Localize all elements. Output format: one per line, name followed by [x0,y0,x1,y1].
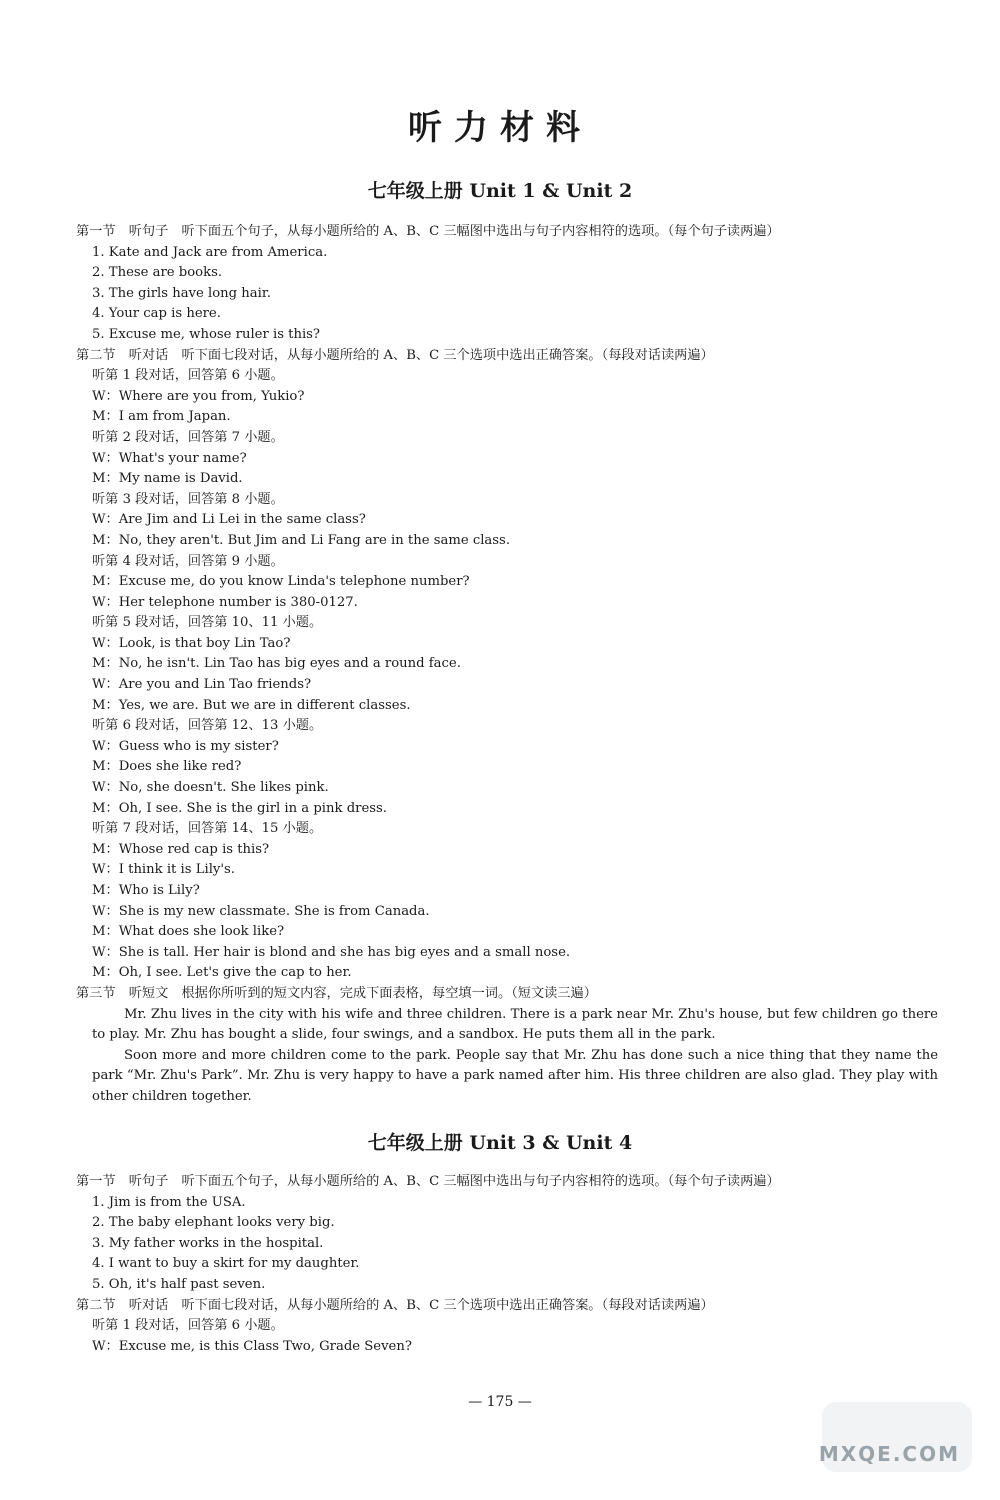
section-1-header: 第一节 听句子 听下面五个句子，从每小题所给的 A、B、C 三幅图中选出与句子内容相符的选项。（每个句子读两遍） [76,1174,780,1189]
dialogue-line: W：I think it is Lily's. [92,862,235,878]
dialogue-line: 听第 3 段对话，回答第 8 小题。 [92,491,284,507]
passage-paragraph: Mr. Zhu lives in the city with his wife and three children. There is a park near Mr. Zhu's house, but few children go there to play. Mr. Zhu has bought a slide, four swings, and a sandbox. He puts them all in the park. [92,1006,938,1043]
dialogue-line: M：Who is Lily? [92,883,200,898]
dialogue-line: M：Yes, we are. But we are in different classes. [92,697,411,713]
watermark-text: MXQE.COM [818,1442,960,1466]
dialogue-line: W：She is my new classmate. She is from Canada. [92,903,430,919]
sentence-item: 2. These are books. [92,265,223,281]
unit-1-2-title: 七年级上册 Unit 1 & Unit 2 [367,180,633,202]
unit-3-4-title: 七年级上册 Unit 3 & Unit 4 [367,1132,633,1154]
sentence-item: 2. The baby elephant looks very big. [92,1215,335,1231]
unit-3-4-content [76,1172,956,1357]
sentence-item: 4. I want to buy a skirt for my daughter. [92,1256,360,1272]
dialogue-line: M：Does she like red? [92,759,242,775]
dialogue-line: W：Look, is that boy Lin Tao? [92,635,291,651]
dialogue-line: W：What's your name? [92,450,247,466]
page-number: — 175 — [468,1394,532,1410]
dialogue-line: 听第 1 段对话，回答第 6 小题。 [92,1318,284,1334]
dialogue-line: W：She is tall. Her hair is blond and she has big eyes and a small nose. [92,944,571,960]
passage [76,1005,956,1108]
sentence-item: 5. Oh, it's half past seven. [92,1276,266,1292]
dialogue-line: M：Oh, I see. She is the girl in a pink dress. [92,800,387,816]
dialogue-line: W：Are you and Lin Tao friends? [92,677,312,693]
dialogue-line: 听第 5 段对话，回答第 10、11 小题。 [92,615,323,631]
sentence-item: 1. Kate and Jack are from America. [92,244,328,260]
dialogue-line: 听第 1 段对话，回答第 6 小题。 [92,368,284,384]
dialogue-line: 听第 2 段对话，回答第 7 小题。 [92,429,284,445]
dialogue-line: 听第 7 段对话，回答第 14、15 小题。 [92,821,323,837]
unit-1-2-content [76,222,956,1108]
sentence-item: 1. Jim is from the USA. [92,1194,246,1210]
dialogue-line: 听第 4 段对话，回答第 9 小题。 [92,553,284,569]
section-3-header: 第三节 听短文 根据你所听到的短文内容，完成下面表格，每空填一词。（短文读三遍） [76,985,597,1001]
dialogue-line: M：I am from Japan. [92,409,231,425]
dialogue-line: M：Oh, I see. Let's give the cap to her. [92,965,352,981]
dialogue-line: W：Excuse me, is this Class Two, Grade Seven? [92,1338,412,1354]
dialogue-line: M：No, they aren't. But Jim and Li Fang are in the same class. [92,532,511,548]
dialogue-line: M：Excuse me, do you know Linda's telephone number? [92,574,470,590]
dialogue-line: W：Are Jim and Li Lei in the same class? [92,512,366,528]
passage-paragraph: Soon more and more children come to the park. People say that Mr. Zhu has done such a nice thing that they name the park “Mr. Zhu's Park”. Mr. Zhu is very happy to have a park named after him. His three children are also glad. They play with other children together. [92,1047,938,1104]
dialogue-line: M：Whose red cap is this? [92,841,270,857]
sentence-item: 3. My father works in the hospital. [92,1235,324,1251]
section-1-header: 第一节 听句子 听下面五个句子，从每小题所给的 A、B、C 三幅图中选出与句子内容相符的选项。（每个句子读两遍） [76,224,780,239]
section-2-header: 第二节 听对话 听下面七段对话，从每小题所给的 A、B、C 三个选项中选出正确答案。（每段对话读两遍） [76,1297,714,1313]
sentence-item: 3. The girls have long hair. [92,285,271,301]
page-title: 听力材料 [408,108,592,148]
dialogue-line: M：No, he isn't. Lin Tao has big eyes and a round face. [92,656,461,672]
dialogue-line: M：What does she look like? [92,924,285,940]
dialogue-line: W：Where are you from, Yukio? [92,388,305,404]
dialogue-line: W：No, she doesn't. She likes pink. [92,780,329,796]
section-2-header: 第二节 听对话 听下面七段对话，从每小题所给的 A、B、C 三个选项中选出正确答案。（每段对话读两遍） [76,347,714,363]
sentence-item: 5. Excuse me, whose ruler is this? [92,326,320,342]
dialogue-line: W：Her telephone number is 380-0127. [92,594,358,610]
sentence-item: 4. Your cap is here. [92,306,221,322]
dialogue-line: 听第 6 段对话，回答第 12、13 小题。 [92,718,323,734]
dialogue-line: M：My name is David. [92,471,243,487]
dialogue-line: W：Guess who is my sister? [92,738,279,754]
